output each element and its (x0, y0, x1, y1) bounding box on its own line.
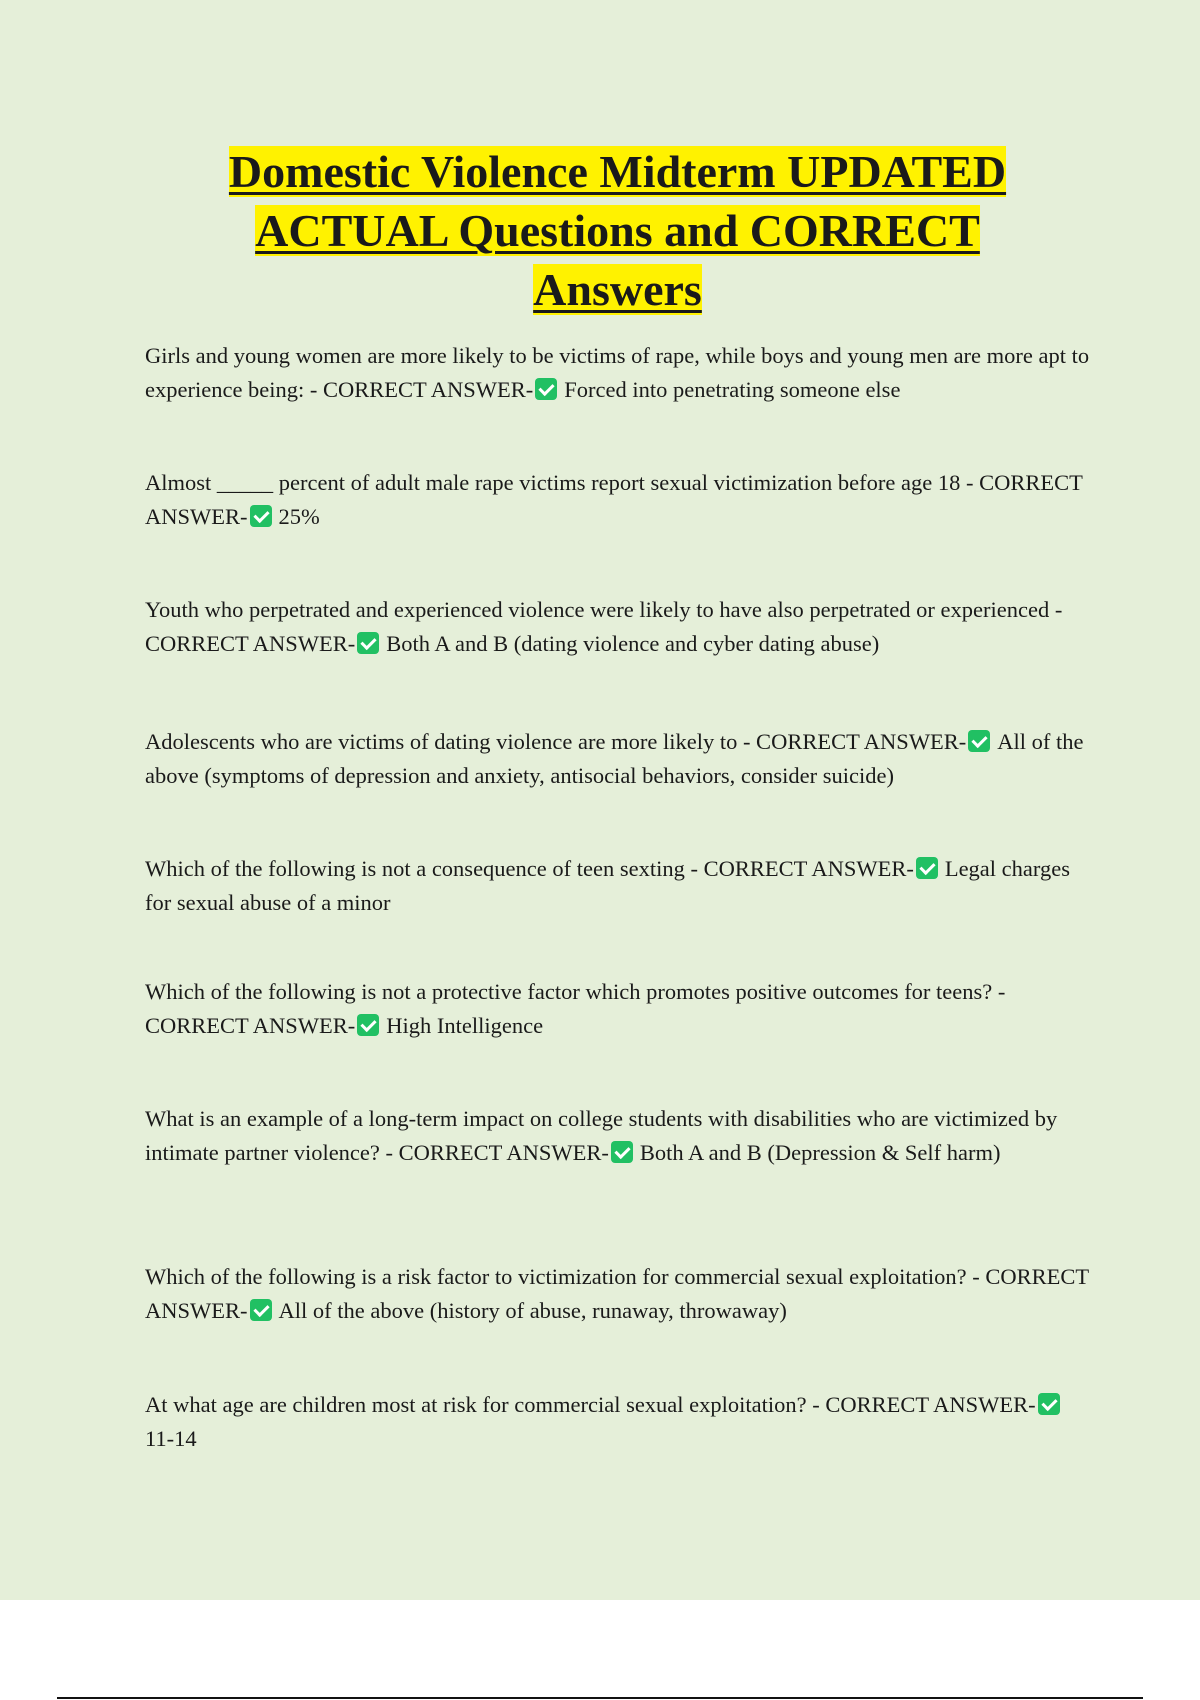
qa-item (145, 1102, 1095, 1170)
qa-item (145, 593, 1095, 661)
question-text: Which of the following is not a protective factor which promotes positive outcomes for teens? - CORRECT ANSWER- (145, 979, 1006, 1038)
footer-divider (57, 1697, 1143, 1699)
check-icon (1038, 1393, 1060, 1415)
question-text: Adolescents who are victims of dating violence are more likely to - CORRECT ANSWER- (145, 729, 967, 754)
question-text: At what age are children most at risk for commercial sexual exploitation? - CORRECT ANSWER- (145, 1392, 1036, 1417)
check-icon (357, 1014, 379, 1036)
qa-item (145, 1260, 1095, 1328)
answer-text: All of the above (symptoms of depression and anxiety, antisocial behaviors, consider suicide) (145, 729, 1084, 788)
check-icon (535, 378, 557, 400)
qa-item (145, 339, 1095, 407)
check-icon (250, 505, 272, 527)
qa-item (145, 975, 1095, 1043)
qa-item (145, 852, 1095, 920)
check-icon (357, 632, 379, 654)
qa-item (145, 1388, 1095, 1456)
check-icon (250, 1299, 272, 1321)
document-title (150, 142, 1085, 319)
title-line-3: Answers (533, 264, 702, 315)
answer-text: High Intelligence (386, 1013, 544, 1038)
question-text: Almost _____ percent of adult male rape victims report sexual victimization before age 18 - CORRECT ANSWER- (145, 470, 1083, 529)
check-icon (916, 857, 938, 879)
answer-text: 11-14 (145, 1426, 197, 1451)
title-line-1: Domestic Violence Midterm UPDATED (228, 146, 1007, 197)
question-text: Youth who perpetrated and experienced violence were likely to have also perpetrated or experienced - CORRECT ANSWER- (145, 597, 1063, 656)
answer-text: All of the above (history of abuse, runaway, throwaway) (278, 1298, 787, 1323)
qa-item (145, 725, 1095, 793)
qa-item (145, 466, 1095, 534)
answer-text: Both A and B (dating violence and cyber dating abuse) (386, 631, 880, 656)
question-text: Which of the following is a risk factor to victimization for commercial sexual exploitation? - CORRECT ANSWER- (145, 1264, 1089, 1323)
answer-text: 25% (278, 504, 320, 529)
check-icon (968, 730, 990, 752)
answer-text: Forced into penetrating someone else (564, 377, 901, 402)
answer-text: Both A and B (Depression & Self harm) (639, 1140, 1001, 1165)
title-line-2: ACTUAL Questions and CORRECT (255, 205, 980, 256)
question-text: Girls and young women are more likely to be victims of rape, while boys and young men are more apt to experience being: - CORRECT ANSWER- (145, 343, 1090, 402)
question-text: What is an example of a long-term impact on college students with disabilities who are victimized by intimate partner violence? - CORRECT ANSWER- (145, 1106, 1058, 1165)
question-text: Which of the following is not a consequence of teen sexting - CORRECT ANSWER- (145, 856, 914, 881)
answer-text: Legal charges for sexual abuse of a minor (145, 856, 1070, 915)
check-icon (611, 1141, 633, 1163)
